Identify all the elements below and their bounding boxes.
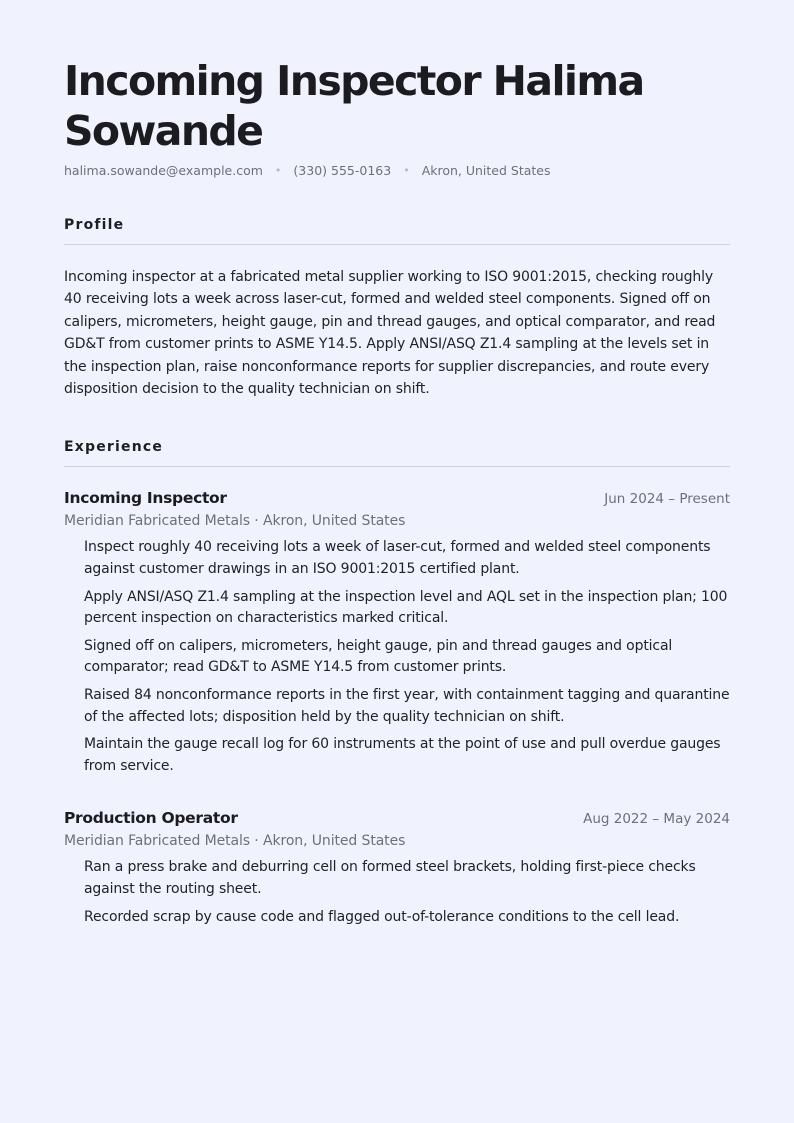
contact-separator: • <box>274 163 282 177</box>
profile-heading: Profile <box>64 217 125 233</box>
contact-location: Akron, United States <box>421 162 551 178</box>
job-bullet: Recorded scrap by cause code and flagged out-of-tolerance conditions to the cell lead. <box>84 908 680 925</box>
job-bullet: Signed off on calipers, micrometers, height gauge, pin and thread gauges and optical comparator; read GD&T to ASME Y14.5 from customer prints. <box>84 637 673 676</box>
profile-section <box>64 216 730 400</box>
job-entry <box>64 809 730 928</box>
experience-section <box>64 438 730 928</box>
profile-summary: Incoming inspector at a fabricated metal supplier working to ISO 9001:2015, checking roughly 40 receiving lots a week across laser-cut, formed and welded steel components. Signed off on calipers, micrometers, height gauge, pin and thread gauges, and optical comparator, and read GD&T from customer prints to ASME Y14.5. Apply ANSI/ASQ Z1.4 sampling at the levels set in the inspection plan, raise nonconformance reports for supplier discrepancies, and route every disposition decision to the quality technician on shift. <box>64 269 716 398</box>
experience-heading: Experience <box>64 439 164 456</box>
candidate-name: Incoming Inspector Halima Sowande <box>64 57 644 155</box>
contact-phone: (330) 555-0163 <box>293 162 392 178</box>
job-dates: Jun 2024 – Present <box>604 491 730 508</box>
job-company: Meridian Fabricated Metals · Akron, United States <box>64 513 406 530</box>
job-entry <box>64 489 730 777</box>
job-header <box>64 489 730 507</box>
job-title: Incoming Inspector <box>64 489 227 508</box>
section-divider <box>64 466 730 467</box>
job-bullet: Ran a press brake and deburring cell on formed steel brackets, holding first-piece checks against the routing sheet. <box>84 859 696 897</box>
job-bullet-list <box>64 857 730 928</box>
job-bullet-list <box>64 537 730 777</box>
job-bullet: Raised 84 nonconformance reports in the first year, with containment tagging and quarantine of the affected lots; disposition held by the quality technician on shift. <box>84 687 730 725</box>
section-divider <box>64 244 730 245</box>
contact-email: halima.sowande@example.com <box>64 162 263 178</box>
job-dates: Aug 2022 – May 2024 <box>583 811 730 828</box>
job-bullet: Maintain the gauge recall log for 60 instruments at the point of use and pull overdue gauges from service. <box>84 736 721 774</box>
contact-separator: • <box>403 163 410 177</box>
job-bullet: Apply ANSI/ASQ Z1.4 sampling at the inspection level and AQL set in the inspection plan; 100 percent inspection on characteristics marked critical. <box>84 588 728 627</box>
contact-line <box>64 162 730 178</box>
job-header <box>64 809 730 827</box>
job-title: Production Operator <box>64 809 238 828</box>
job-company: Meridian Fabricated Metals · Akron, United States <box>64 833 406 850</box>
resume-page <box>64 56 730 934</box>
job-bullet: Inspect roughly 40 receiving lots a week of laser-cut, formed and welded steel components against customer drawings in an ISO 9001:2015 certified plant. <box>84 539 711 578</box>
